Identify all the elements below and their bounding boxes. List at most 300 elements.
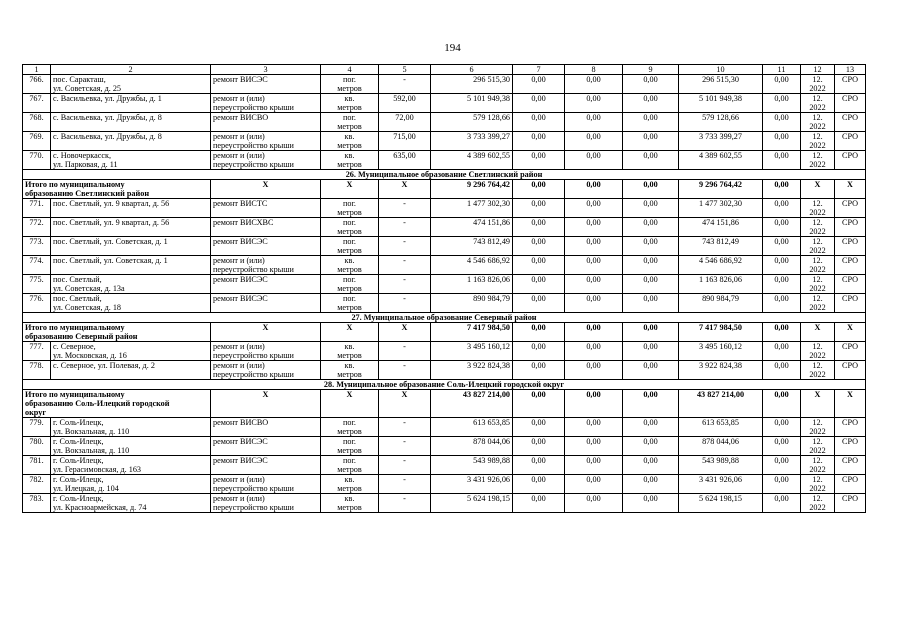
method-cell: СРО — [835, 151, 866, 170]
cost-cell: 296 515,30 — [679, 75, 763, 94]
total-row — [23, 180, 866, 199]
total-x: Х — [835, 180, 866, 199]
value-cell: 0,00 — [763, 418, 801, 437]
cost-cell: 5 101 949,38 — [431, 94, 513, 113]
cost-cell: 4 389 602,55 — [431, 151, 513, 170]
deadline-cell-line: 2022 — [809, 246, 826, 255]
unit-cell — [321, 294, 379, 313]
work-type-cell-line: ремонт ВИСЭС — [213, 237, 268, 246]
quantity-cell: - — [379, 437, 431, 456]
address-cell-line: ул. Советская, д. 18 — [53, 303, 122, 312]
value-cell: 0,00 — [623, 94, 679, 113]
address-cell — [51, 418, 211, 437]
cost-cell: 474 151,86 — [431, 218, 513, 237]
deadline-cell — [801, 456, 835, 475]
quantity-cell: - — [379, 418, 431, 437]
deadline-cell-line: 12. — [812, 456, 823, 465]
table-row — [23, 94, 866, 113]
work-type-cell-line: переустройство крыши — [213, 351, 294, 360]
address-cell-line: ул. Советская, д. 25 — [53, 84, 122, 93]
deadline-cell-line: 2022 — [809, 160, 826, 169]
method-cell: СРО — [835, 256, 866, 275]
header-cell: 12 — [801, 65, 835, 75]
value-cell: 0,00 — [565, 218, 623, 237]
deadline-cell — [801, 113, 835, 132]
value-cell: 0,00 — [513, 237, 565, 256]
table-row — [23, 132, 866, 151]
cost-cell: 890 984,79 — [679, 294, 763, 313]
section-row — [23, 170, 866, 180]
table-row — [23, 151, 866, 170]
work-type-cell-line: переустройство крыши — [213, 141, 294, 150]
value-cell: 0,00 — [763, 113, 801, 132]
value-cell: 0,00 — [565, 199, 623, 218]
work-type-cell — [211, 294, 321, 313]
address-cell-line: ул. Советская, д. 13а — [53, 284, 125, 293]
value-cell: 0,00 — [763, 199, 801, 218]
address-cell — [51, 237, 211, 256]
row-number: 773. — [23, 237, 51, 256]
quantity-cell: - — [379, 237, 431, 256]
table-row — [23, 437, 866, 456]
quantity-cell: - — [379, 494, 431, 513]
register-table — [22, 64, 866, 513]
cost-cell: 579 128,66 — [679, 113, 763, 132]
unit-cell-line: метров — [337, 208, 362, 217]
work-type-cell-line: ремонт ВИСВО — [213, 113, 269, 122]
cost-cell: 1 477 302,30 — [679, 199, 763, 218]
unit-cell — [321, 218, 379, 237]
total-x: Х — [211, 390, 321, 418]
work-type-cell-line: ремонт ВИСЭС — [213, 75, 268, 84]
deadline-cell-line: 2022 — [809, 446, 826, 455]
total-cell: 0,00 — [565, 323, 623, 342]
deadline-cell-line: 12. — [812, 199, 823, 208]
value-cell: 0,00 — [565, 94, 623, 113]
value-cell: 0,00 — [565, 456, 623, 475]
work-type-cell-line: ремонт и (или) — [213, 94, 265, 103]
total-x: Х — [835, 323, 866, 342]
total-label-line: округ — [25, 408, 47, 417]
value-cell: 0,00 — [513, 418, 565, 437]
header-cell: 9 — [623, 65, 679, 75]
quantity-cell: - — [379, 199, 431, 218]
quantity-cell: 635,00 — [379, 151, 431, 170]
cost-cell: 5 624 198,15 — [431, 494, 513, 513]
total-x: Х — [379, 180, 431, 199]
work-type-cell-line: переустройство крыши — [213, 160, 294, 169]
cost-cell: 743 812,49 — [431, 237, 513, 256]
unit-cell-line: кв. — [344, 151, 355, 160]
value-cell: 0,00 — [513, 456, 565, 475]
row-number: 766. — [23, 75, 51, 94]
work-type-cell-line: ремонт ВИСЭС — [213, 437, 268, 446]
address-cell-line: ул. Красноармейская, д. 74 — [53, 503, 147, 512]
unit-cell — [321, 94, 379, 113]
unit-cell-line: пог. — [343, 418, 356, 427]
value-cell: 0,00 — [565, 132, 623, 151]
row-number: 769. — [23, 132, 51, 151]
value-cell: 0,00 — [763, 132, 801, 151]
method-cell: СРО — [835, 418, 866, 437]
section-title: 28. Муниципальное образование Соль-Илецкий городской округ — [23, 380, 866, 390]
deadline-cell-line: 2022 — [809, 141, 826, 150]
work-type-cell-line: переустройство крыши — [213, 370, 294, 379]
method-cell: СРО — [835, 132, 866, 151]
value-cell: 0,00 — [623, 237, 679, 256]
address-cell-line: г. Соль-Илецк, — [53, 494, 104, 503]
row-number: 768. — [23, 113, 51, 132]
work-type-cell-line: ремонт ВИСЭС — [213, 275, 268, 284]
deadline-cell — [801, 275, 835, 294]
unit-cell-line: кв. — [344, 342, 355, 351]
table-row — [23, 494, 866, 513]
method-cell: СРО — [835, 294, 866, 313]
method-cell: СРО — [835, 342, 866, 361]
total-x: Х — [211, 323, 321, 342]
header-cell: 1 — [23, 65, 51, 75]
deadline-cell-line: 2022 — [809, 103, 826, 112]
work-type-cell-line: ремонт и (или) — [213, 475, 265, 484]
work-type-cell — [211, 218, 321, 237]
header-cell: 2 — [51, 65, 211, 75]
total-cell: 0,00 — [565, 180, 623, 199]
cost-cell: 3 431 926,06 — [679, 475, 763, 494]
cost-cell: 1 163 826,06 — [431, 275, 513, 294]
cost-cell: 890 984,79 — [431, 294, 513, 313]
total-label — [23, 180, 211, 199]
quantity-cell: 592,00 — [379, 94, 431, 113]
unit-cell — [321, 342, 379, 361]
address-cell-line: г. Соль-Илецк, — [53, 475, 104, 484]
unit-cell-line: метров — [337, 503, 362, 512]
value-cell: 0,00 — [623, 437, 679, 456]
unit-cell-line: метров — [337, 465, 362, 474]
unit-cell-line: метров — [337, 484, 362, 493]
address-cell-line: пос. Светлый, — [53, 275, 102, 284]
address-cell-line: пос. Светлый, — [53, 294, 102, 303]
unit-cell-line: метров — [337, 284, 362, 293]
table-row — [23, 294, 866, 313]
deadline-cell — [801, 494, 835, 513]
value-cell: 0,00 — [513, 275, 565, 294]
deadline-cell — [801, 218, 835, 237]
unit-cell-line: метров — [337, 246, 362, 255]
section-row — [23, 380, 866, 390]
address-cell — [51, 218, 211, 237]
value-cell: 0,00 — [763, 256, 801, 275]
deadline-cell-line: 2022 — [809, 484, 826, 493]
value-cell: 0,00 — [623, 475, 679, 494]
row-number: 782. — [23, 475, 51, 494]
work-type-cell — [211, 418, 321, 437]
table-row — [23, 418, 866, 437]
total-x: Х — [801, 390, 835, 418]
total-x: Х — [835, 390, 866, 418]
unit-cell-line: метров — [337, 351, 362, 360]
cost-cell: 3 733 399,27 — [431, 132, 513, 151]
cost-cell: 579 128,66 — [431, 113, 513, 132]
method-cell: СРО — [835, 75, 866, 94]
work-type-cell — [211, 456, 321, 475]
cost-cell: 4 389 602,55 — [679, 151, 763, 170]
address-cell — [51, 437, 211, 456]
value-cell: 0,00 — [565, 113, 623, 132]
section-title: 26. Муниципальное образование Светлинский район — [23, 170, 866, 180]
unit-cell-line: метров — [337, 141, 362, 150]
deadline-cell-line: 12. — [812, 342, 823, 351]
table-row — [23, 199, 866, 218]
address-cell — [51, 342, 211, 361]
header-cell: 6 — [431, 65, 513, 75]
method-cell: СРО — [835, 94, 866, 113]
deadline-cell — [801, 256, 835, 275]
value-cell: 0,00 — [623, 199, 679, 218]
value-cell: 0,00 — [565, 75, 623, 94]
total-x: Х — [801, 180, 835, 199]
deadline-cell-line: 12. — [812, 237, 823, 246]
deadline-cell-line: 2022 — [809, 208, 826, 217]
unit-cell-line: пог. — [343, 237, 356, 246]
work-type-cell-line: ремонт и (или) — [213, 151, 265, 160]
value-cell: 0,00 — [763, 494, 801, 513]
cost-cell: 3 495 160,12 — [679, 342, 763, 361]
cost-cell: 296 515,30 — [431, 75, 513, 94]
value-cell: 0,00 — [763, 456, 801, 475]
cost-cell: 743 812,49 — [679, 237, 763, 256]
row-number: 776. — [23, 294, 51, 313]
cost-cell: 3 922 824,38 — [679, 361, 763, 380]
value-cell: 0,00 — [513, 294, 565, 313]
value-cell: 0,00 — [763, 275, 801, 294]
row-number: 772. — [23, 218, 51, 237]
table-row — [23, 218, 866, 237]
cost-cell: 3 922 824,38 — [431, 361, 513, 380]
deadline-cell-line: 2022 — [809, 303, 826, 312]
address-cell — [51, 294, 211, 313]
value-cell: 0,00 — [565, 256, 623, 275]
row-number: 771. — [23, 199, 51, 218]
value-cell: 0,00 — [565, 361, 623, 380]
method-cell: СРО — [835, 275, 866, 294]
work-type-cell-line: ремонт ВИСЭС — [213, 294, 268, 303]
cost-cell: 878 044,06 — [431, 437, 513, 456]
method-cell: СРО — [835, 494, 866, 513]
address-cell-line: пос. Светлый, ул. Советская, д. 1 — [53, 237, 168, 246]
work-type-cell-line: переустройство крыши — [213, 265, 294, 274]
value-cell: 0,00 — [565, 418, 623, 437]
work-type-cell — [211, 475, 321, 494]
total-x: Х — [379, 323, 431, 342]
table-row — [23, 475, 866, 494]
unit-cell — [321, 418, 379, 437]
value-cell: 0,00 — [565, 294, 623, 313]
deadline-cell — [801, 199, 835, 218]
work-type-cell — [211, 113, 321, 132]
address-cell — [51, 94, 211, 113]
deadline-cell — [801, 294, 835, 313]
deadline-cell-line: 12. — [812, 275, 823, 284]
value-cell: 0,00 — [565, 151, 623, 170]
row-number: 767. — [23, 94, 51, 113]
address-cell — [51, 361, 211, 380]
row-number: 780. — [23, 437, 51, 456]
quantity-cell: - — [379, 475, 431, 494]
cost-cell: 543 989,88 — [679, 456, 763, 475]
cost-cell: 4 546 686,92 — [431, 256, 513, 275]
quantity-cell: 715,00 — [379, 132, 431, 151]
unit-cell-line: кв. — [344, 256, 355, 265]
unit-cell-line: метров — [337, 160, 362, 169]
work-type-cell — [211, 342, 321, 361]
total-label — [23, 323, 211, 342]
value-cell: 0,00 — [513, 218, 565, 237]
quantity-cell: - — [379, 218, 431, 237]
cost-cell: 474 151,86 — [679, 218, 763, 237]
address-cell — [51, 475, 211, 494]
total-label-line: образованию Соль-Илецкий городской — [25, 399, 170, 408]
header-cell: 8 — [565, 65, 623, 75]
deadline-cell-line: 2022 — [809, 227, 826, 236]
address-cell-line: с. Васильевка, ул. Дружбы, д. 1 — [53, 94, 162, 103]
address-cell-line: пос. Светлый, ул. Советская, д. 1 — [53, 256, 168, 265]
deadline-cell-line: 2022 — [809, 284, 826, 293]
work-type-cell-line: ремонт и (или) — [213, 342, 265, 351]
value-cell: 0,00 — [623, 256, 679, 275]
unit-cell-line: метров — [337, 122, 362, 131]
total-sum: 7 417 984,50 — [431, 323, 513, 342]
deadline-cell-line: 12. — [812, 475, 823, 484]
value-cell: 0,00 — [763, 218, 801, 237]
total-cell: 0,00 — [623, 390, 679, 418]
unit-cell-line: пог. — [343, 113, 356, 122]
table-row — [23, 342, 866, 361]
unit-cell-line: пог. — [343, 218, 356, 227]
address-cell-line: пос. Саракташ, — [53, 75, 106, 84]
quantity-cell: - — [379, 361, 431, 380]
deadline-cell-line: 12. — [812, 418, 823, 427]
deadline-cell — [801, 361, 835, 380]
method-cell: СРО — [835, 218, 866, 237]
quantity-cell: 72,00 — [379, 113, 431, 132]
address-cell-line: ул. Вокзальная, д. 110 — [53, 427, 130, 436]
unit-cell-line: кв. — [344, 475, 355, 484]
row-number: 774. — [23, 256, 51, 275]
value-cell: 0,00 — [565, 275, 623, 294]
total-cell: 0,00 — [763, 180, 801, 199]
unit-cell-line: пог. — [343, 437, 356, 446]
unit-cell — [321, 256, 379, 275]
total-label-line: Итого по муниципальному — [25, 323, 125, 332]
value-cell: 0,00 — [623, 361, 679, 380]
address-cell — [51, 256, 211, 275]
deadline-cell-line: 2022 — [809, 427, 826, 436]
quantity-cell: - — [379, 294, 431, 313]
table-row — [23, 75, 866, 94]
value-cell: 0,00 — [763, 94, 801, 113]
deadline-cell-line: 12. — [812, 94, 823, 103]
total-cell: 0,00 — [513, 180, 565, 199]
unit-cell-line: пог. — [343, 75, 356, 84]
unit-cell-line: кв. — [344, 361, 355, 370]
unit-cell-line: метров — [337, 427, 362, 436]
value-cell: 0,00 — [623, 132, 679, 151]
deadline-cell-line: 2022 — [809, 370, 826, 379]
work-type-cell-line: переустройство крыши — [213, 503, 294, 512]
address-cell-line: г. Соль-Илецк, — [53, 437, 104, 446]
total-x: Х — [321, 323, 379, 342]
total-cell: 0,00 — [513, 390, 565, 418]
header-cell: 10 — [679, 65, 763, 75]
work-type-cell — [211, 275, 321, 294]
value-cell: 0,00 — [565, 342, 623, 361]
total-x: Х — [801, 323, 835, 342]
total-label-line: Итого по муниципальному — [25, 390, 125, 399]
unit-cell-line: пог. — [343, 275, 356, 284]
total-label-line: Итого по муниципальному — [25, 180, 125, 189]
unit-cell — [321, 475, 379, 494]
unit-cell-line: кв. — [344, 494, 355, 503]
cost-cell: 1 163 826,06 — [679, 275, 763, 294]
deadline-cell-line: 12. — [812, 256, 823, 265]
table-row — [23, 275, 866, 294]
work-type-cell-line: переустройство крыши — [213, 484, 294, 493]
method-cell: СРО — [835, 199, 866, 218]
value-cell: 0,00 — [763, 361, 801, 380]
value-cell: 0,00 — [565, 494, 623, 513]
total-label — [23, 390, 211, 418]
cost-cell: 4 546 686,92 — [679, 256, 763, 275]
total-cell: 0,00 — [763, 323, 801, 342]
quantity-cell: - — [379, 256, 431, 275]
deadline-cell — [801, 75, 835, 94]
address-cell-line: с. Васильевка, ул. Дружбы, д. 8 — [53, 132, 162, 141]
unit-cell-line: метров — [337, 446, 362, 455]
unit-cell-line: метров — [337, 265, 362, 274]
section-row — [23, 313, 866, 323]
total-x: Х — [321, 390, 379, 418]
deadline-cell — [801, 418, 835, 437]
header-row — [23, 65, 866, 75]
work-type-cell — [211, 199, 321, 218]
work-type-cell — [211, 94, 321, 113]
method-cell: СРО — [835, 113, 866, 132]
value-cell: 0,00 — [513, 151, 565, 170]
value-cell: 0,00 — [623, 494, 679, 513]
total-cell: 0,00 — [513, 323, 565, 342]
address-cell-line: ул. Илецкая, д. 104 — [53, 484, 119, 493]
unit-cell-line: пог. — [343, 456, 356, 465]
value-cell: 0,00 — [763, 342, 801, 361]
value-cell: 0,00 — [513, 113, 565, 132]
unit-cell — [321, 361, 379, 380]
deadline-cell-line: 12. — [812, 494, 823, 503]
address-cell-line: г. Соль-Илецк, — [53, 456, 104, 465]
deadline-cell-line: 2022 — [809, 84, 826, 93]
total-cell: 0,00 — [623, 180, 679, 199]
method-cell: СРО — [835, 437, 866, 456]
work-type-cell-line: ремонт и (или) — [213, 132, 265, 141]
value-cell: 0,00 — [565, 437, 623, 456]
value-cell: 0,00 — [513, 361, 565, 380]
table-row — [23, 361, 866, 380]
cost-cell: 1 477 302,30 — [431, 199, 513, 218]
deadline-cell-line: 2022 — [809, 265, 826, 274]
quantity-cell: - — [379, 75, 431, 94]
unit-cell — [321, 199, 379, 218]
quantity-cell: - — [379, 275, 431, 294]
section-title: 27. Муниципальное образование Северный район — [23, 313, 866, 323]
